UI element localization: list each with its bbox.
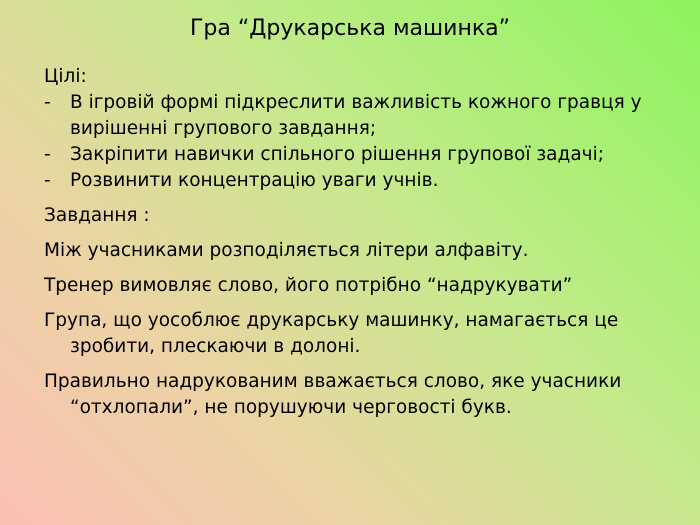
task-paragraph: Група, що уособлює друкарську машинку, намагається це зробити, плескаючи в долоні. bbox=[44, 310, 619, 357]
goal-item bbox=[44, 90, 674, 142]
goal-text: В ігровій формі підкреслити важливість кожного гравця у вирішенні групового завдання; bbox=[70, 92, 642, 139]
task-paragraph: Тренер вимовляє слово, його потрібно “надрукувати” bbox=[44, 275, 573, 296]
dash-marker: - bbox=[44, 92, 51, 113]
task-paragraph: Між учасниками розподіляється літери алфавіту. bbox=[44, 240, 529, 261]
goal-item bbox=[44, 142, 674, 168]
task-paragraph: Правильно надрукованим вважається слово, яке учасники “отхлопали”, не порушуючи черговості букв. bbox=[44, 371, 622, 418]
goal-text: Розвинити концентрацію уваги учнів. bbox=[70, 170, 439, 191]
slide-title: Гра “Друкарська машинка” bbox=[189, 16, 511, 41]
slide-body bbox=[44, 64, 674, 421]
dash-marker: - bbox=[44, 170, 51, 191]
goal-item bbox=[44, 168, 674, 194]
goals-heading: Цілі: bbox=[44, 66, 87, 87]
dash-marker: - bbox=[44, 144, 51, 165]
task-heading: Завдання : bbox=[44, 205, 150, 226]
goal-text: Закріпити навички спільного рішення групової задачі; bbox=[70, 144, 604, 165]
